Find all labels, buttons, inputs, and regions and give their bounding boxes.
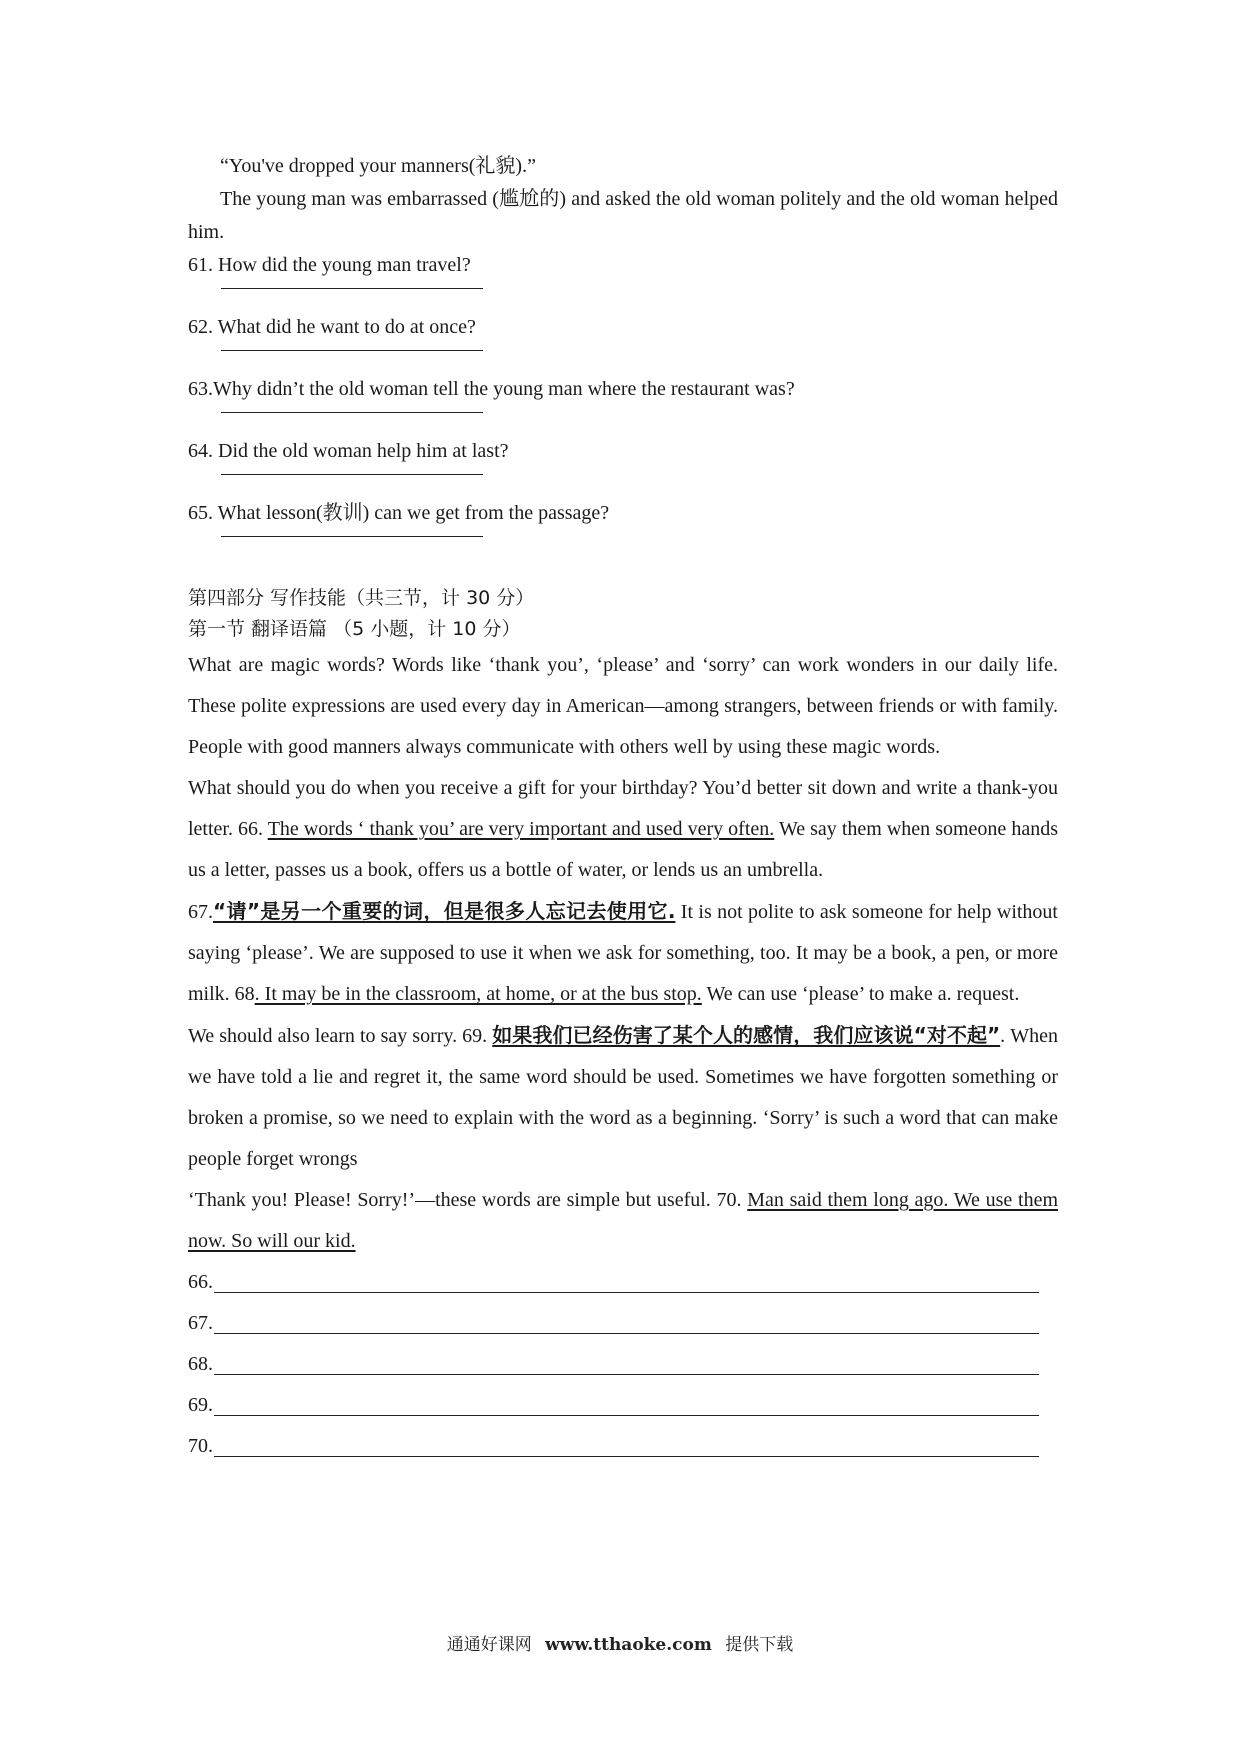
passage-line: “You've dropped your manners(礼貌).” — [220, 155, 536, 177]
translation-paragraph-5 — [188, 1180, 1058, 1262]
underlined-sentence-66: The words ‘ thank you’ are very important and used very often. — [267, 818, 775, 840]
page-footer — [0, 1630, 1240, 1655]
answer-blank-63[interactable] — [221, 412, 483, 413]
text: . When we have told a lie and regret it, the same word should be used. Sometimes we have forgotten something or broken a promise, so we need to explain with the word as a beginning. ‘Sorry’ is such a word that can make people forget wrongs — [188, 1025, 1058, 1170]
answer-number: 68. — [188, 1353, 213, 1375]
question-64: 64. Did the old woman help him at last? — [188, 440, 509, 462]
underlined-sentence-68: . It may be in the classroom, at home, or at the bus stop. — [254, 983, 702, 1005]
translation-paragraph-4 — [188, 1015, 1058, 1180]
answer-number: 66. — [188, 1271, 213, 1293]
underlined-sentence-69: 如果我们已经伤害了某个人的感情，我们应该说“对不起” — [492, 1023, 1001, 1047]
text: What should you do when you receive a gift for your birthday? You’d better sit down and write a thank-you letter. 66. — [188, 777, 1058, 840]
part-title: 第四部分 写作技能（共三节，计 30 分） — [188, 587, 535, 609]
text: We say them when someone hands us a letter, passes us a book, offers us a bottle of water, or lends us an umbrella. — [188, 818, 1059, 881]
answer-line-70[interactable] — [188, 1426, 1058, 1467]
answer-blank-62[interactable] — [221, 350, 483, 351]
footer-suffix: 提供下载 — [725, 1635, 794, 1655]
question-63: 63.Why didn’t the old woman tell the young man where the restaurant was? — [188, 378, 795, 400]
answer-line-69[interactable] — [188, 1385, 1058, 1426]
question-65: 65. What lesson(教训) can we get from the passage? — [188, 502, 610, 524]
text: We should also learn to say sorry. 69. — [188, 1025, 493, 1047]
translation-paragraph-3 — [188, 891, 1058, 1015]
text: 67. — [188, 901, 213, 923]
footer-url[interactable]: www.tthaoke.com — [545, 1635, 712, 1655]
answer-number: 70. — [188, 1435, 213, 1457]
passage-line: The young man was embarrassed (尴尬的) and asked the old woman politely and the old woman helped him. — [188, 188, 1058, 243]
translation-paragraph-2 — [188, 768, 1058, 891]
answer-line-67[interactable] — [188, 1303, 1058, 1344]
underlined-sentence-70: Man said them long ago. We use them now. So will our kid. — [188, 1189, 1058, 1252]
text: It is not polite to ask someone for help without saying ‘please’. We are supposed to use it when we ask for something, too. It may be a book, a pen, or more milk. 68 — [188, 901, 1058, 1005]
question-61: 61. How did the young man travel? — [188, 254, 471, 276]
answer-number: 67. — [188, 1312, 213, 1334]
footer-site: 通通好课网 — [446, 1635, 532, 1655]
answer-blank-65[interactable] — [221, 536, 483, 537]
answer-blank-61[interactable] — [221, 288, 483, 289]
answer-line-66[interactable] — [188, 1262, 1058, 1303]
text: ‘Thank you! Please! Sorry!’—these words are simple but useful. 70. — [188, 1189, 748, 1211]
section-title: 第一节 翻译语篇 （5 小题，计 10 分） — [188, 618, 521, 640]
answer-line-68[interactable] — [188, 1344, 1058, 1385]
underlined-sentence-67: “请”是另一个重要的词，但是很多人忘记去使用它. — [213, 899, 676, 923]
question-62: 62. What did he want to do at once? — [188, 316, 476, 338]
answer-blank-64[interactable] — [221, 474, 483, 475]
answer-number: 69. — [188, 1394, 213, 1416]
exam-page — [188, 150, 1058, 1467]
text: We can use ‘please’ to make a. request. — [701, 983, 1020, 1005]
translation-paragraph-1: What are magic words? Words like ‘thank you’, ‘please’ and ‘sorry’ can work wonders in our daily life. These polite expressions are used every day in American—among strangers, between friends or with family. People with good manners always communicate with others well by using these magic words. — [188, 654, 1058, 758]
